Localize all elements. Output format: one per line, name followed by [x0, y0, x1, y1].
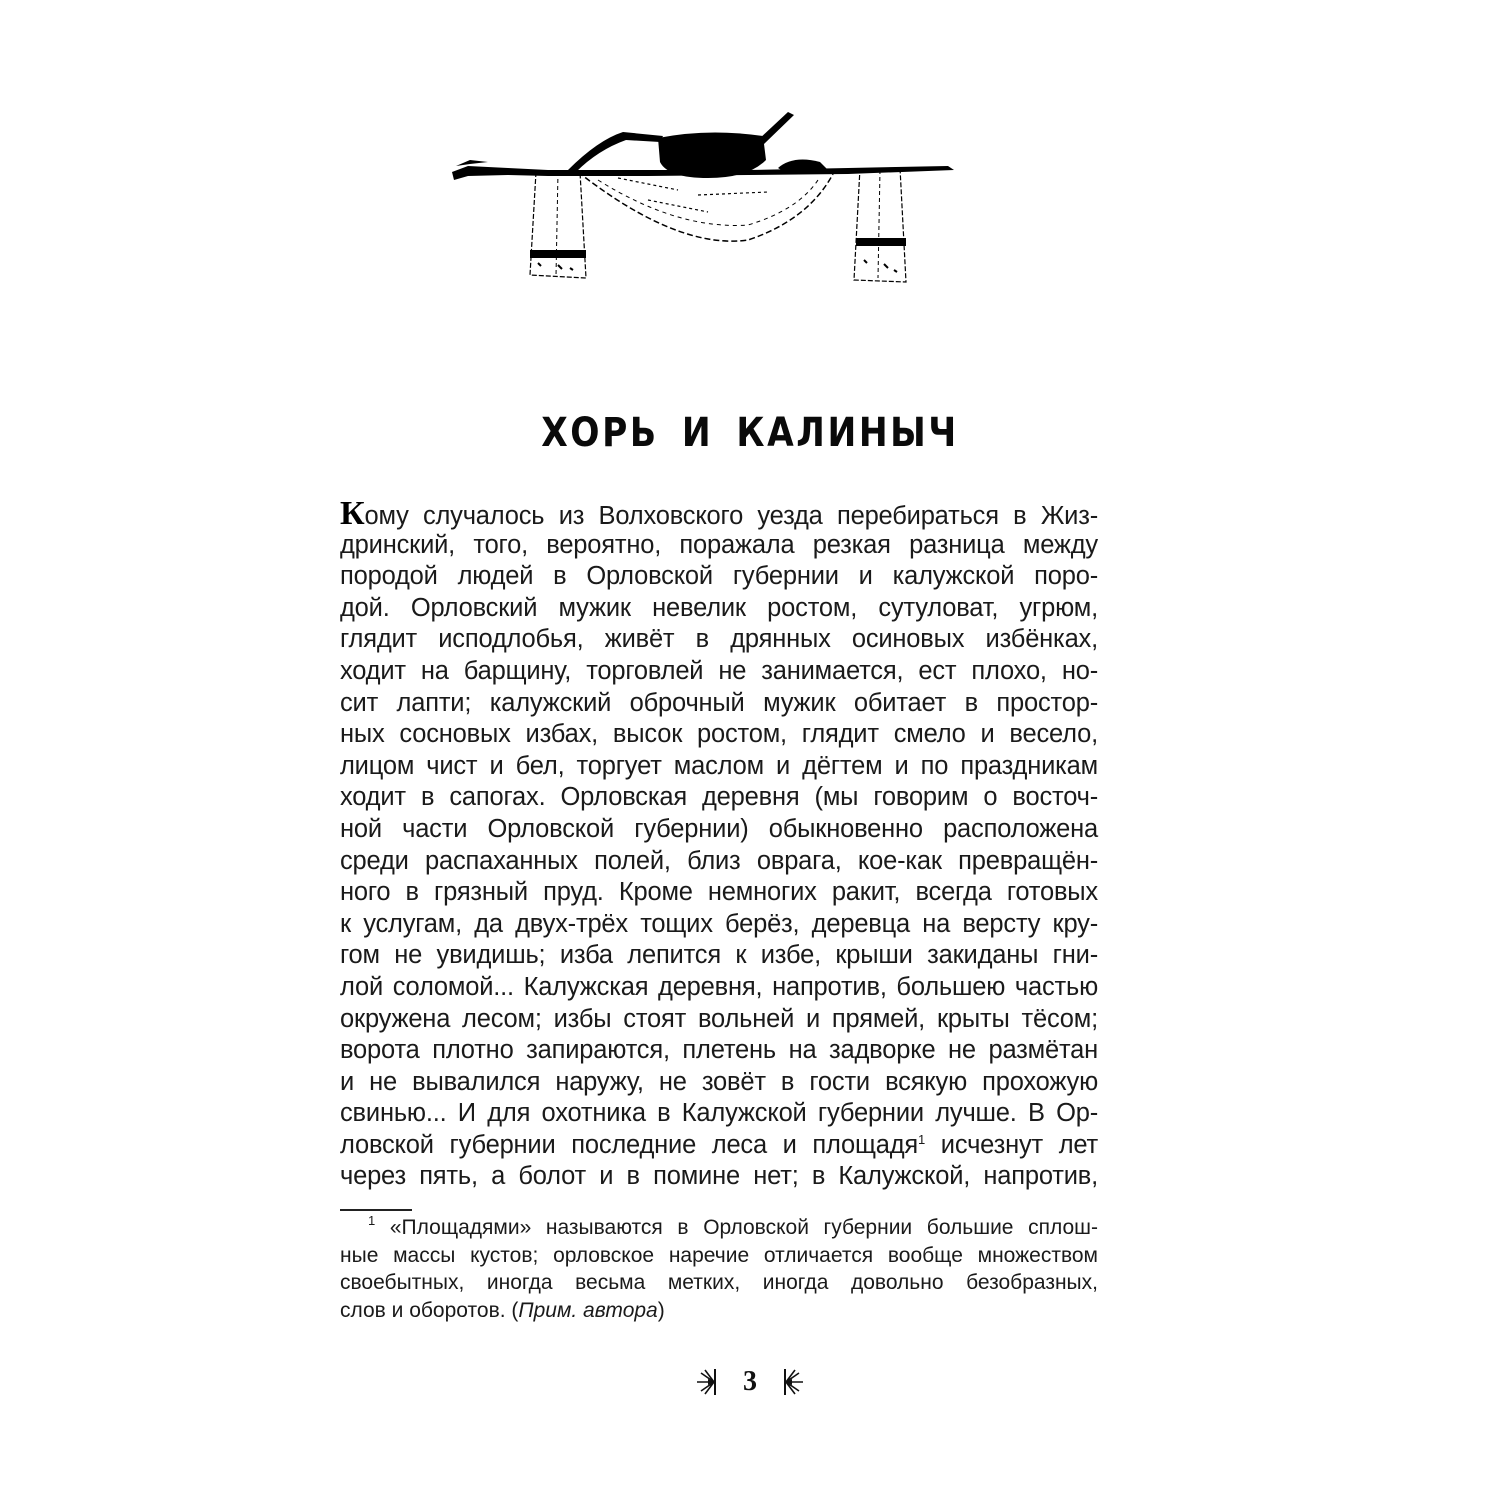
page-footer: [0, 1366, 1500, 1398]
text-line: глядит исподлобья, живёт в дрянных осиновых избёнках,: [340, 625, 1098, 654]
arrow-burst-right-icon: [779, 1367, 805, 1397]
text-line-with-footnote: ловской губернии последние леса и площадя$^1$ исчезнут лет: [340, 1130, 1098, 1159]
text-line: ходит в сапогах. Орловская деревня (мы говорим о восточ-: [340, 783, 1098, 812]
footnote-line: $^1$ «Площадями» называются в Орловской губернии большие сплош-: [368, 1213, 1098, 1239]
author-note: Прим. автора: [518, 1298, 658, 1322]
text-line: ной части Орловской губернии) обыкновенно расположена: [340, 814, 1098, 843]
text-line: среди распаханных полей, близ оврага, кое-как превращён-: [340, 846, 1098, 875]
footnote-reference[interactable]: 1: [918, 1131, 926, 1147]
text-line: ного в грязный пруд. Кроме немногих ракит, всегда готовых: [340, 878, 1098, 907]
text-line: свинью... И для охотника в Калужской губернии лучше. В Ор-: [340, 1099, 1098, 1128]
text-line: ных сосновых избах, высок ростом, глядит смело и весело,: [340, 720, 1098, 749]
footnote-line: слов и оборотов. (Прим. автора): [340, 1298, 665, 1322]
text-line: окружена лесом; избы стоят вольней и прямей, крыты тёсом;: [340, 1004, 1098, 1033]
arrow-burst-left-icon: [695, 1367, 721, 1397]
text-line: лой соломой... Калужская деревня, напротив, большею частью: [340, 972, 1098, 1001]
footnote: [340, 1214, 1098, 1324]
text-line: дринский, того, вероятно, поражала резкая разница между: [340, 530, 1098, 559]
text-line: сит лапти; калужский оброчный мужик обитает в простор-: [340, 688, 1098, 717]
text-line: ворота плотно запираются, плетень на задворке не размётан: [340, 1036, 1098, 1065]
drop-initial: К: [340, 495, 365, 532]
text-line: дой. Орловский мужик невелик ростом, сутуловат, угрюм,: [340, 593, 1098, 622]
text-line: к услугам, да двух-трёх тощих берёз, деревца на версту кру-: [340, 909, 1098, 938]
text-line: ходит на барщину, торговлей не занимается, ест плохо, но-: [340, 656, 1098, 685]
text-line: через пять, а болот и в помине нет; в Калужской, напротив,: [340, 1162, 1098, 1191]
footnote-separator: [340, 1209, 412, 1211]
pot-on-pole-illustration: [448, 100, 958, 285]
body-text: [340, 495, 1098, 1193]
footnote-line: своебытных, иногда весьма метких, иногда довольно безобразных,: [340, 1271, 1098, 1294]
chapter-title: ХОРЬ И КАЛИНЫЧ: [541, 410, 959, 456]
footnote-line: ные массы кустов; орловское наречие отличается вообще множеством: [340, 1243, 1098, 1267]
text-line: породой людей в Орловской губернии и калужской поро-: [340, 562, 1098, 591]
footnote-marker: 1: [368, 1213, 376, 1228]
page-number: 3: [743, 1366, 757, 1397]
text-line: и не вывалился наружу, не зовёт в гости всякую прохожую: [340, 1067, 1098, 1096]
text-line: Кому случалось из Волховского уезда перебираться в Жиз-: [340, 495, 1098, 532]
text-line: гом не увидишь; изба лепится к избе, крыши закиданы гни-: [340, 941, 1098, 970]
text-line: лицом чист и бел, торгует маслом и дёгтем и по праздникам: [340, 751, 1098, 780]
